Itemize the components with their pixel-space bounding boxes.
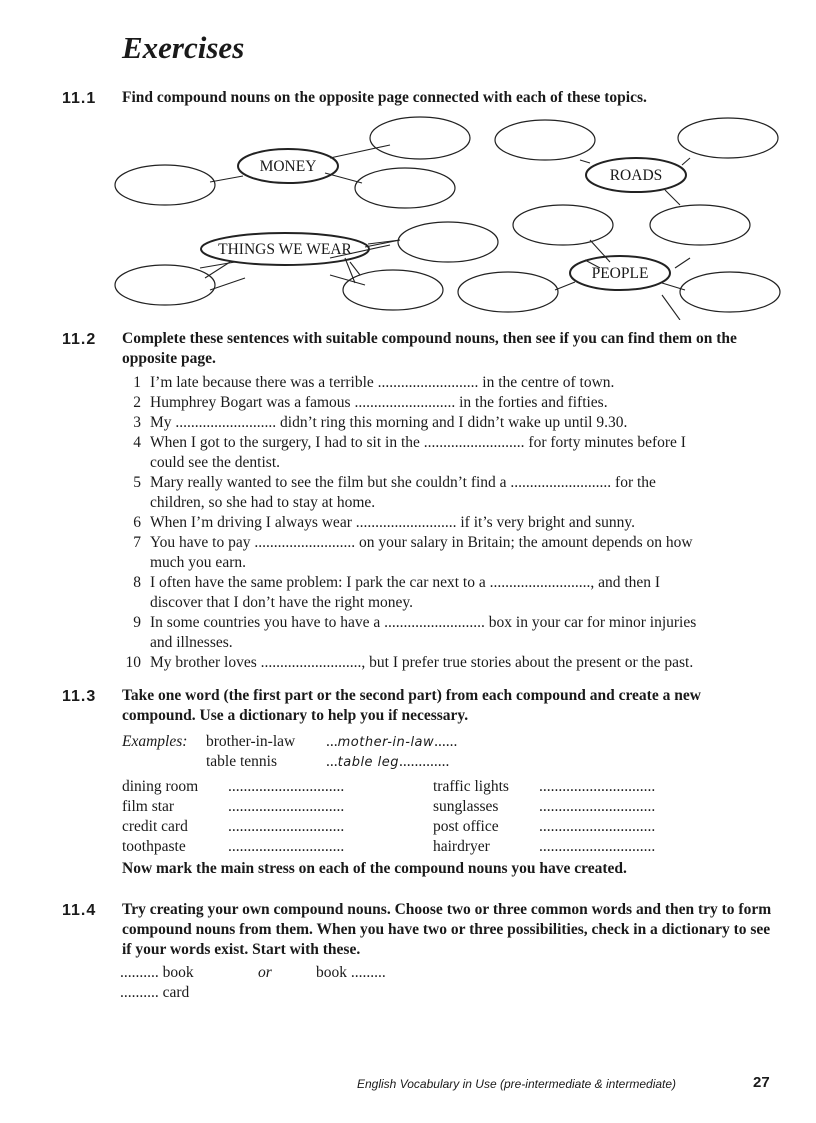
- connector-line: [662, 295, 680, 320]
- topic-people: PEOPLE: [591, 265, 649, 282]
- word-list-right: [433, 777, 655, 857]
- footer-book-title: English Vocabulary in Use (pre-intermediate & intermediate): [357, 1077, 677, 1091]
- answer-blank[interactable]: ..............................: [228, 778, 345, 795]
- example-word: table tennis: [206, 753, 278, 770]
- exercise-11-2-instruction: Complete these sentences with suitable compound nouns, then see if you can find them on the opposite page.: [122, 330, 737, 367]
- answer-blank[interactable]: ..........................: [175, 414, 277, 431]
- page-number: 27: [753, 1074, 770, 1091]
- connector-line: [675, 258, 690, 268]
- compound-row-book: .......... book: [120, 964, 194, 981]
- list-item: 2 Humphrey Bogart was a famous .......................... in the forties and fifties.: [133, 394, 608, 411]
- answer-oval[interactable]: [115, 265, 215, 305]
- exercise-number-11-4: 11.4: [62, 902, 97, 919]
- answer-blank[interactable]: ..........................: [489, 574, 591, 591]
- list-item-continuation: children, so she had to stay at home.: [150, 494, 376, 511]
- list-item: hairdryer ..............................: [433, 838, 656, 855]
- answer-blank[interactable]: ..........................: [354, 394, 456, 411]
- answer-oval[interactable]: [343, 270, 443, 310]
- answer-oval[interactable]: [370, 117, 470, 159]
- example-answer: ...mother-in-law......: [326, 733, 458, 750]
- answer-blank[interactable]: ..........: [120, 984, 159, 1001]
- exercise-number-11-1: 11.1: [62, 90, 97, 107]
- or-label: or: [258, 964, 272, 981]
- answer-blank[interactable]: ..........................: [355, 514, 457, 531]
- answer-oval[interactable]: [398, 222, 498, 262]
- answer-oval[interactable]: [355, 168, 455, 208]
- sentence-list: [121, 373, 791, 673]
- page-title: Exercises: [122, 30, 245, 65]
- mind-map-diagram: [0, 110, 816, 320]
- list-item: sunglasses ..............................: [433, 798, 656, 815]
- answer-blank[interactable]: ..........: [120, 964, 159, 981]
- exercise-11-4-instruction: Try creating your own compound nouns. Choose two or three common words and then try to form compound nouns from them. When you have two or three possibilities, check in a dictionary to see if your words exist. Start with these.: [122, 901, 772, 958]
- answer-blank[interactable]: ..............................: [539, 838, 656, 855]
- examples-label: Examples:: [122, 733, 188, 750]
- answer-blank[interactable]: ..........................: [510, 474, 612, 491]
- list-item: 7 You have to pay .......................... on your salary in Britain; the amount depends on how: [133, 534, 693, 551]
- answer-blank[interactable]: ..........................: [384, 614, 485, 631]
- exercise-11-3-instruction: Take one word (the first part or the second part) from each compound and create a new compound. Use a dictionary to help you if necessary.: [122, 687, 701, 724]
- answer-oval[interactable]: [458, 272, 558, 312]
- list-item: 9 In some countries you have to have a .......................... box in your car for minor injuries: [133, 614, 697, 631]
- answer-blank[interactable]: .........: [350, 964, 386, 981]
- list-item: toothpaste ..............................: [122, 838, 345, 855]
- connector-line: [330, 275, 365, 285]
- example-word: brother-in-law: [206, 733, 296, 750]
- list-item: 10 My brother loves .........................., but I prefer true stories about the present or the past.: [125, 654, 694, 671]
- answer-oval[interactable]: [678, 118, 778, 158]
- example-answer: ...table leg.............: [326, 753, 450, 770]
- list-item: credit card ..............................: [122, 818, 345, 835]
- exercise-number-11-2: 11.2: [62, 331, 97, 348]
- answer-blank[interactable]: ..........................: [260, 654, 362, 671]
- list-item: 3 My .......................... didn’t ring this morning and I didn’t wake up until 9.30.: [133, 414, 628, 431]
- list-item: 5 Mary really wanted to see the film but she couldn’t find a .......................... for the: [133, 474, 656, 491]
- answer-blank[interactable]: ..........................: [377, 374, 479, 391]
- answer-blank[interactable]: ..............................: [228, 798, 345, 815]
- answer-oval[interactable]: [495, 120, 595, 160]
- answer-blank[interactable]: ..........................: [423, 434, 525, 451]
- list-item-continuation: could see the dentist.: [150, 454, 280, 471]
- answer-oval[interactable]: [513, 205, 613, 245]
- list-item: dining room ..............................: [122, 778, 345, 795]
- list-item-continuation: and illnesses.: [150, 634, 233, 651]
- answer-oval[interactable]: [650, 205, 750, 245]
- answer-blank[interactable]: ..............................: [539, 798, 656, 815]
- list-item: traffic lights ..............................: [433, 778, 656, 795]
- answer-oval[interactable]: [115, 165, 215, 205]
- list-item: 4 When I got to the surgery, I had to sit in the .......................... for forty minutes before I: [133, 434, 686, 451]
- list-item: 6 When I’m driving I always wear .......................... if it’s very bright and sunny.: [133, 514, 635, 531]
- exercise-number-11-3: 11.3: [62, 688, 97, 705]
- answer-blank[interactable]: ..........................: [254, 534, 356, 551]
- answer-oval[interactable]: [680, 272, 780, 312]
- list-item-continuation: discover that I don’t have the right money.: [150, 594, 414, 611]
- answer-blank[interactable]: ..............................: [228, 838, 345, 855]
- answer-blank[interactable]: ..............................: [228, 818, 345, 835]
- list-item: 1 I’m late because there was a terrible .......................... in the centre of town.: [133, 374, 615, 391]
- topic-money: MONEY: [259, 158, 317, 175]
- list-item: post office ..............................: [433, 818, 656, 835]
- list-item: film star ..............................: [122, 798, 345, 815]
- compound-row-card: .......... card: [120, 984, 190, 1001]
- answer-blank[interactable]: ..............................: [539, 778, 656, 795]
- exercise-11-3-note: Now mark the main stress on each of the compound nouns you have created.: [122, 860, 627, 877]
- exercise-11-1-instruction: Find compound nouns on the opposite page connected with each of these topics.: [122, 89, 647, 106]
- answer-blank[interactable]: ..............................: [539, 818, 656, 835]
- list-item-continuation: much you earn.: [150, 554, 246, 571]
- topic-things-we-wear: THINGS WE WEAR: [218, 241, 352, 258]
- word-list-left: [122, 777, 344, 857]
- compound-row-book-2: book .........: [316, 964, 386, 981]
- topic-roads: ROADS: [609, 167, 663, 184]
- list-item: 8 I often have the same problem: I park the car next to a .........................., and then I: [133, 574, 661, 591]
